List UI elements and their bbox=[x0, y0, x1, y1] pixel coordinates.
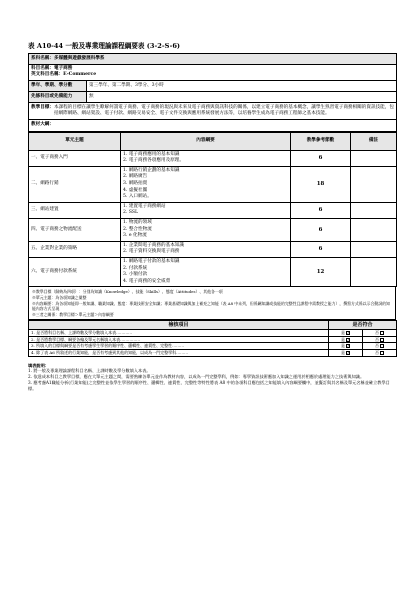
outline-content bbox=[121, 257, 291, 286]
instruction-line: 3. 應考慮A1職能分析(行業知能)之完整性並依學生學習的順序性、邏輯性、連貫性、完整性等特性將表 A8 中的各項科目應包括之知能填入內容綱要欄中，並擬訂與其名稱及單元名稱並確立教學目標。 bbox=[28, 380, 390, 391]
checklist-yes bbox=[329, 330, 363, 337]
dept-label: 系科名稱： bbox=[31, 56, 54, 61]
note-line: ※單元主題：為各項知識之彙整 bbox=[32, 294, 87, 300]
outline-content-item: 2. 付款系統 bbox=[123, 265, 148, 271]
outline-content bbox=[121, 150, 291, 166]
checklist-item: 3. 所填入的目標與綱要是否有考慮學生學習的順序性、邏輯性、連貫性、完整性……… bbox=[29, 343, 329, 350]
dept-row bbox=[29, 54, 397, 65]
outline-content-item: 1. 企業間電子商務的基本知識 bbox=[123, 242, 184, 248]
outline-content-item: 2. 電子資料交換與電子商務 bbox=[123, 249, 180, 255]
outline-content-item: 4. 虛擬社團 bbox=[123, 187, 148, 193]
prereq-value: 無 bbox=[87, 91, 397, 102]
year-label: 學年、學期、學分數 bbox=[29, 80, 87, 91]
outline-row bbox=[29, 241, 397, 257]
checklist-no bbox=[363, 330, 397, 337]
checklist-item: 4. 除了表 A6 所敘述的行業知能，是否有考慮到其他的知能，以成為一門完整學科……… bbox=[29, 350, 329, 357]
course-cn-label: 科目名稱： bbox=[31, 66, 54, 72]
year-row bbox=[29, 80, 397, 91]
outline-remark bbox=[351, 150, 397, 166]
document-title: 表 A10-44 一般及專業理論課程綱要表 (3-2-S-6) bbox=[28, 42, 181, 50]
checklist-yes bbox=[329, 350, 363, 357]
no-checkbox-icon[interactable] bbox=[380, 344, 384, 348]
outline-row bbox=[29, 166, 397, 202]
outline-body bbox=[29, 150, 397, 287]
outline-content-item: 3. 小額付款 bbox=[123, 272, 148, 278]
outline-remark bbox=[351, 241, 397, 257]
outline-unit: 四、電子商務之物流配送 bbox=[29, 218, 121, 241]
outline-hours: 6 bbox=[291, 202, 351, 218]
no-label: 否 bbox=[375, 343, 379, 349]
outline-header-remark: 備註 bbox=[351, 132, 397, 150]
objective-row bbox=[29, 103, 397, 120]
outline-row bbox=[29, 257, 397, 286]
outline-header-unit: 單元主題 bbox=[29, 132, 121, 150]
yes-label: 是 bbox=[341, 343, 345, 349]
checklist-body bbox=[29, 330, 397, 356]
course-en-label: 英文科目名稱： bbox=[31, 72, 64, 78]
instructions-block bbox=[28, 363, 396, 392]
outline-table bbox=[28, 132, 397, 288]
no-checkbox-icon[interactable] bbox=[380, 331, 384, 335]
checklist-row bbox=[29, 343, 397, 350]
outline-hours: 6 bbox=[291, 150, 351, 166]
outline-content bbox=[121, 202, 291, 218]
no-label: 否 bbox=[375, 336, 379, 342]
outline-content-item: 1. 物流的領域 bbox=[123, 219, 152, 225]
outline-hours: 6 bbox=[291, 218, 351, 241]
outline-label-row bbox=[29, 120, 397, 131]
note-line: ※三者之關係：教學目標＞單元主題＞內容綱要 bbox=[32, 311, 114, 317]
yes-label: 是 bbox=[341, 350, 345, 356]
prereq-label: 先修科目或先備能力 bbox=[29, 91, 87, 102]
outline-unit: 五、企業對企業的策略 bbox=[29, 241, 121, 257]
outline-unit: 六、電子商務付款系統 bbox=[29, 257, 121, 286]
no-checkbox-icon[interactable] bbox=[380, 338, 384, 342]
checklist-row bbox=[29, 336, 397, 343]
outline-unit: 二、網路行銷 bbox=[29, 166, 121, 202]
yes-checkbox-icon[interactable]: ✓ bbox=[347, 337, 351, 342]
checklist-yes bbox=[329, 343, 363, 350]
yes-checkbox-icon[interactable]: ✓ bbox=[347, 331, 351, 336]
yes-label: 是 bbox=[341, 336, 345, 342]
notes-block bbox=[28, 287, 396, 320]
outline-header-hours: 教學參考節數 bbox=[291, 132, 351, 150]
course-header-table bbox=[28, 53, 397, 132]
course-cn-value: 電子商務 bbox=[53, 66, 73, 72]
dept-value: 多媒體與遊戲發展科學系 bbox=[53, 56, 105, 61]
checklist-item: 1. 是否將科目名稱、上課時數及學分數填入本表………… bbox=[29, 330, 329, 337]
no-label: 否 bbox=[375, 350, 379, 356]
outline-row bbox=[29, 202, 397, 218]
outline-label: 教材大綱： bbox=[31, 122, 54, 128]
outline-content-item: 3. e 化物流 bbox=[123, 233, 147, 239]
outline-content bbox=[121, 218, 291, 241]
outline-content-item: 1. 電子商務應用的基本知識 bbox=[123, 151, 180, 157]
checklist-no bbox=[363, 336, 397, 343]
outline-header-row bbox=[29, 132, 397, 150]
outline-unit: 一、電子商務入門 bbox=[29, 150, 121, 166]
outline-remark bbox=[351, 218, 397, 241]
outline-content-item: 1. 網路行銷企劃的基本知識 bbox=[123, 167, 180, 173]
outline-header-content: 內容綱要 bbox=[121, 132, 291, 150]
checklist-row bbox=[29, 330, 397, 337]
checklist-table bbox=[28, 320, 397, 356]
outline-remark bbox=[351, 202, 397, 218]
yes-checkbox-icon[interactable]: ✓ bbox=[347, 344, 351, 349]
outline-hours: 6 bbox=[291, 241, 351, 257]
checklist-row bbox=[29, 350, 397, 357]
outline-content bbox=[121, 241, 291, 257]
note-line: ※教學目標（歸納為四項）：分別為知識（Knowledge）、技能（Skills）、態度（Attitudes）、其他各一項 bbox=[32, 289, 223, 295]
outline-row bbox=[29, 218, 397, 241]
yes-checkbox-icon[interactable]: ✓ bbox=[347, 351, 351, 356]
outline-hours: 18 bbox=[291, 166, 351, 202]
outline-unit: 三、網站建置 bbox=[29, 202, 121, 218]
outline-content bbox=[121, 166, 291, 202]
outline-content-item: 1. 網路電子付款的基本知識 bbox=[123, 258, 180, 264]
outline-content-item: 5. 入口網站。 bbox=[123, 194, 152, 200]
checklist-yes bbox=[329, 336, 363, 343]
checklist-header-row bbox=[29, 321, 397, 330]
outline-content-item: 2. 網路廣告 bbox=[123, 174, 148, 180]
outline-content-item: 2. 整合性物流 bbox=[123, 226, 152, 232]
year-value: 第三學年、第二學期、3學分、3小時 bbox=[87, 80, 397, 91]
course-en-value: E-Commerce bbox=[63, 72, 97, 78]
outline-content-item: 2. SSL bbox=[123, 210, 139, 216]
document-page bbox=[28, 40, 396, 392]
objective-value: 本課程的目標在讓學生瞭解何謂電子商務、電子商務的現況與未來及電子商務與資訊科技的關係，以建立電子商務的基本概念，讓學生熟習電子商務相關的資訊技能，包括網際網路、網站架設、電子付款、網路交易安全、電子文件交換與應用系統發展方法等，以培養學生成為電子商務工程師之基本技能。 bbox=[53, 105, 394, 117]
checklist-header-result: 是否符合 bbox=[329, 321, 397, 330]
checklist-no bbox=[363, 343, 397, 350]
outline-content-item: 2. 電子商務各項應用及原理。 bbox=[123, 158, 184, 164]
checklist-no bbox=[363, 350, 397, 357]
outline-content-item: 4. 電子商務的安全威脅 bbox=[123, 278, 171, 284]
outline-hours: 12 bbox=[291, 257, 351, 286]
checklist-header-item: 檢核項目 bbox=[29, 321, 329, 330]
outline-remark bbox=[351, 257, 397, 286]
outline-content-item: 1. 建置電子商務網站 bbox=[123, 203, 166, 209]
no-label: 否 bbox=[375, 330, 379, 336]
outline-row bbox=[29, 150, 397, 166]
prereq-row bbox=[29, 91, 397, 102]
course-name-row bbox=[29, 65, 397, 80]
yes-label: 是 bbox=[341, 330, 345, 336]
checklist-item: 2. 是否將教學目標、綱要各編及單元名稱填入本表…………… bbox=[29, 336, 329, 343]
objective-label: 教學目標： bbox=[31, 105, 54, 111]
instruction-line: 2. 依達成本科目之教學目標，應在大單元主題之間，需要熟練各單元並作為教材內容，以成為一門完整學科，例如：專學資訊技術應加入知識之運用於相應於處理能力之技術與知識。 bbox=[28, 374, 365, 380]
instructions-title: 填表說明： bbox=[28, 362, 49, 368]
no-checkbox-icon[interactable] bbox=[380, 351, 384, 355]
instruction-line: 1. 將一般及專業理論課程科目名稱、上課時數及學分數填入本表。 bbox=[28, 368, 151, 374]
outline-content-item: 3. 網路拍賣 bbox=[123, 181, 148, 186]
note-line: ※內容綱要：為各項知能即一般知識、職業知識、態度：專業技術安全知識；專業基礎知識與加上補充之知能（表 A8 中未列，但係屬知識或技能的完整性且課程中需教授之能力），撰寫方式係以示合動詞的知能內容方式呈現 bbox=[32, 300, 390, 312]
outline-remark bbox=[351, 166, 397, 202]
